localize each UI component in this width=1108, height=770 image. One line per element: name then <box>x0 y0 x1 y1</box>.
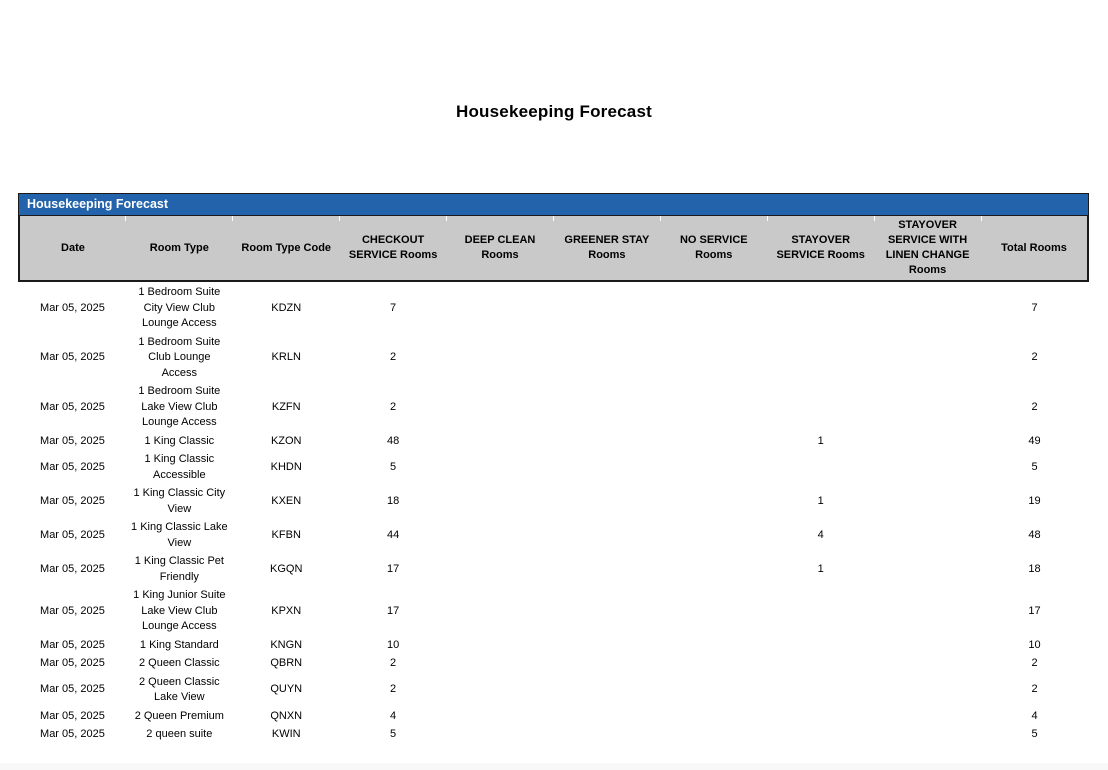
cell-checkout-service-rooms <box>340 673 447 707</box>
cell-value: 1 <box>817 562 824 575</box>
cell-stayover-service-rooms <box>767 451 874 485</box>
cell-value: 1 <box>817 494 824 507</box>
cell-stayover-service-rooms <box>767 726 874 745</box>
cell-checkout-service-rooms <box>340 636 447 655</box>
column-header-deep-clean-rooms <box>447 216 554 282</box>
cell-checkout-service-rooms <box>340 451 447 485</box>
cell-total-rooms <box>981 636 1088 655</box>
cell-date <box>19 726 126 745</box>
cell-value: 1 King Classic <box>144 434 215 447</box>
cell-checkout-service-rooms <box>340 485 447 519</box>
cell-value: QUYN <box>270 683 303 696</box>
cell-stayover-linen-change-rooms <box>874 333 981 383</box>
cell-value: 5 <box>390 728 397 740</box>
cell-greener-stay-rooms <box>553 636 660 655</box>
cell-checkout-service-rooms <box>340 281 447 333</box>
cell-value: 10 <box>1028 638 1041 651</box>
cell-stayover-linen-change-rooms <box>874 432 981 451</box>
cell-deep-clean-rooms <box>447 485 554 519</box>
cell-date <box>19 673 126 707</box>
cell-date <box>19 485 126 519</box>
table-row <box>19 333 1088 383</box>
cell-value: 1 King Classic Accessible <box>144 453 215 481</box>
cell-no-service-rooms <box>660 587 767 637</box>
table-row <box>19 519 1088 553</box>
table-row <box>19 726 1088 745</box>
cell-value: QBRN <box>270 657 303 669</box>
cell-room-type <box>126 333 233 383</box>
cell-room-type <box>126 451 233 485</box>
cell-value: 1 King Junior Suite Lake View Club Lounge Access <box>133 589 226 632</box>
cell-value: 1 <box>817 434 824 447</box>
cell-deep-clean-rooms <box>447 432 554 451</box>
table-row <box>19 451 1088 485</box>
cell-room-type-code <box>233 726 340 745</box>
cell-value: 4 <box>1031 709 1038 722</box>
cell-value: Mar 05, 2025 <box>40 400 105 413</box>
cell-value: 1 Bedroom Suite Club Lounge Access <box>138 335 221 379</box>
cell-value: 17 <box>1028 604 1041 617</box>
cell-stayover-linen-change-rooms <box>874 451 981 485</box>
cell-no-service-rooms <box>660 333 767 383</box>
cell-stayover-linen-change-rooms <box>874 485 981 519</box>
column-header-label: STAYOVER SERVICE WITH LINEN CHANGE Rooms <box>885 219 970 276</box>
cell-value: 2 <box>1031 657 1038 669</box>
column-header-checkout-service-rooms <box>340 216 447 282</box>
cell-value: Mar 05, 2025 <box>40 683 105 696</box>
table-row <box>19 673 1088 707</box>
cell-checkout-service-rooms <box>340 553 447 587</box>
column-header-no-service-rooms <box>660 216 767 282</box>
cell-value: 1 Bedroom Suite City View Club Lounge Access <box>138 286 221 329</box>
cell-date <box>19 451 126 485</box>
column-header-greener-stay-rooms <box>553 216 660 282</box>
cell-total-rooms <box>981 655 1088 674</box>
cell-value: Mar 05, 2025 <box>40 638 105 651</box>
cell-greener-stay-rooms <box>553 519 660 553</box>
column-header-label: GREENER STAY Rooms <box>564 234 650 261</box>
cell-value: 2 <box>390 351 397 363</box>
report-title: Housekeeping Forecast <box>27 197 169 211</box>
cell-room-type <box>126 636 233 655</box>
cell-value: KGQN <box>270 562 303 575</box>
cell-date <box>19 553 126 587</box>
cell-value: Mar 05, 2025 <box>40 528 105 541</box>
cell-value: 1 King Classic City View <box>133 487 226 515</box>
cell-room-type <box>126 432 233 451</box>
cell-stayover-service-rooms <box>767 636 874 655</box>
cell-value: KZFN <box>271 400 301 413</box>
cell-value: 2 queen suite <box>146 728 213 740</box>
cell-no-service-rooms <box>660 673 767 707</box>
cell-total-rooms <box>981 432 1088 451</box>
table-row <box>19 636 1088 655</box>
cell-value: 5 <box>1031 460 1038 473</box>
column-header-label: STAYOVER SERVICE Rooms <box>776 234 865 261</box>
cell-no-service-rooms <box>660 726 767 745</box>
cell-room-type <box>126 587 233 637</box>
cell-value: 18 <box>386 494 400 507</box>
cell-value: KWIN <box>271 728 301 740</box>
cell-greener-stay-rooms <box>553 673 660 707</box>
cell-value: Mar 05, 2025 <box>40 494 105 507</box>
cell-stayover-linen-change-rooms <box>874 673 981 707</box>
cell-greener-stay-rooms <box>553 281 660 333</box>
cell-checkout-service-rooms <box>340 432 447 451</box>
cell-greener-stay-rooms <box>553 432 660 451</box>
cell-greener-stay-rooms <box>553 485 660 519</box>
cell-greener-stay-rooms <box>553 383 660 433</box>
cell-deep-clean-rooms <box>447 451 554 485</box>
cell-room-type-code <box>233 485 340 519</box>
cell-room-type <box>126 553 233 587</box>
cell-stayover-service-rooms <box>767 281 874 333</box>
cell-value: 2 <box>1031 400 1038 413</box>
cell-value: 17 <box>386 604 400 617</box>
cell-deep-clean-rooms <box>447 726 554 745</box>
cell-date <box>19 587 126 637</box>
table-row <box>19 383 1088 433</box>
cell-deep-clean-rooms <box>447 587 554 637</box>
column-header-label: CHECKOUT SERVICE Rooms <box>348 234 438 261</box>
cell-checkout-service-rooms <box>340 587 447 637</box>
cell-room-type-code <box>233 587 340 637</box>
column-header-label: NO SERVICE Rooms <box>679 234 748 261</box>
cell-value: Mar 05, 2025 <box>40 604 105 617</box>
cell-date <box>19 281 126 333</box>
cell-greener-stay-rooms <box>553 451 660 485</box>
cell-total-rooms <box>981 519 1088 553</box>
column-header-room-type-code <box>233 216 340 282</box>
table-row <box>19 281 1088 333</box>
cell-value: Mar 05, 2025 <box>40 460 105 473</box>
cell-value: 49 <box>1028 434 1041 447</box>
cell-value: Mar 05, 2025 <box>40 351 105 363</box>
cell-value: 2 Queen Classic Lake View <box>138 675 220 703</box>
column-header-date <box>19 216 126 282</box>
cell-value: 19 <box>1028 494 1041 507</box>
cell-value: 2 <box>390 400 397 413</box>
cell-deep-clean-rooms <box>447 707 554 726</box>
cell-value: 2 <box>1031 683 1038 696</box>
column-header-label: Room Type <box>149 241 209 254</box>
cell-value: 4 <box>817 528 824 541</box>
cell-checkout-service-rooms <box>340 519 447 553</box>
cell-total-rooms <box>981 673 1088 707</box>
table-row <box>19 553 1088 587</box>
cell-total-rooms <box>981 587 1088 637</box>
cell-stayover-linen-change-rooms <box>874 636 981 655</box>
table-row <box>19 587 1088 637</box>
cell-stayover-service-rooms <box>767 553 874 587</box>
cell-no-service-rooms <box>660 655 767 674</box>
cell-greener-stay-rooms <box>553 553 660 587</box>
cell-room-type-code <box>233 673 340 707</box>
cell-stayover-service-rooms <box>767 333 874 383</box>
cell-deep-clean-rooms <box>447 281 554 333</box>
cell-no-service-rooms <box>660 485 767 519</box>
cell-checkout-service-rooms <box>340 383 447 433</box>
cell-total-rooms <box>981 707 1088 726</box>
cell-value: 2 Queen Classic <box>138 657 220 669</box>
cell-room-type-code <box>233 655 340 674</box>
cell-value: KZON <box>270 434 302 447</box>
column-header-room-type <box>126 216 233 282</box>
cell-total-rooms <box>981 383 1088 433</box>
cell-stayover-linen-change-rooms <box>874 726 981 745</box>
cell-value: 2 <box>390 657 397 669</box>
cell-deep-clean-rooms <box>447 383 554 433</box>
cell-room-type <box>126 519 233 553</box>
cell-deep-clean-rooms <box>447 519 554 553</box>
cell-room-type <box>126 726 233 745</box>
cell-value: 44 <box>386 528 400 541</box>
cell-value: 10 <box>386 638 400 651</box>
cell-deep-clean-rooms <box>447 673 554 707</box>
cell-checkout-service-rooms <box>340 707 447 726</box>
cell-no-service-rooms <box>660 432 767 451</box>
cell-room-type-code <box>233 281 340 333</box>
cell-stayover-linen-change-rooms <box>874 281 981 333</box>
report-title-bar <box>18 193 1089 215</box>
cell-room-type <box>126 707 233 726</box>
cell-value: KDZN <box>271 301 302 314</box>
cell-stayover-service-rooms <box>767 673 874 707</box>
cell-date <box>19 333 126 383</box>
cell-room-type-code <box>233 432 340 451</box>
cell-room-type <box>126 673 233 707</box>
page-bottom-strip <box>0 763 1108 770</box>
cell-value: 7 <box>390 301 397 314</box>
cell-value: 48 <box>386 434 400 447</box>
cell-value: 2 Queen Premium <box>134 709 224 722</box>
cell-room-type <box>126 383 233 433</box>
cell-value: Mar 05, 2025 <box>40 434 105 447</box>
cell-no-service-rooms <box>660 707 767 726</box>
cell-checkout-service-rooms <box>340 726 447 745</box>
cell-value: 2 <box>390 683 397 696</box>
table-header-row <box>19 216 1088 282</box>
cell-value: 4 <box>390 709 397 722</box>
cell-room-type-code <box>233 553 340 587</box>
column-header-label: DEEP CLEAN Rooms <box>464 234 536 261</box>
cell-stayover-linen-change-rooms <box>874 707 981 726</box>
cell-room-type-code <box>233 383 340 433</box>
cell-value: Mar 05, 2025 <box>40 657 105 669</box>
cell-value: KRLN <box>271 351 301 363</box>
column-header-total-rooms <box>981 216 1088 282</box>
column-header-stayover-service-rooms <box>767 216 874 282</box>
cell-date <box>19 655 126 674</box>
cell-value: 1 King Standard <box>139 638 219 651</box>
cell-deep-clean-rooms <box>447 553 554 587</box>
cell-room-type-code <box>233 707 340 726</box>
cell-no-service-rooms <box>660 383 767 433</box>
cell-room-type-code <box>233 333 340 383</box>
table-row <box>19 707 1088 726</box>
column-header-label: Total Rooms <box>1001 241 1067 254</box>
cell-room-type <box>126 281 233 333</box>
table-row <box>19 485 1088 519</box>
cell-stayover-linen-change-rooms <box>874 655 981 674</box>
cell-stayover-linen-change-rooms <box>874 553 981 587</box>
cell-value: Mar 05, 2025 <box>40 709 105 722</box>
cell-stayover-service-rooms <box>767 655 874 674</box>
cell-room-type-code <box>233 519 340 553</box>
cell-value: 1 King Classic Pet Friendly <box>134 555 224 583</box>
cell-checkout-service-rooms <box>340 333 447 383</box>
cell-value: KPXN <box>271 604 302 617</box>
cell-value: 18 <box>1028 562 1041 575</box>
cell-stayover-service-rooms <box>767 383 874 433</box>
cell-value: 5 <box>390 460 397 473</box>
cell-stayover-service-rooms <box>767 519 874 553</box>
cell-stayover-service-rooms <box>767 587 874 637</box>
cell-value: KNGN <box>270 638 303 651</box>
cell-room-type-code <box>233 636 340 655</box>
cell-greener-stay-rooms <box>553 655 660 674</box>
cell-total-rooms <box>981 485 1088 519</box>
cell-date <box>19 636 126 655</box>
cell-value: 48 <box>1028 528 1041 541</box>
cell-value: 1 King Classic Lake View <box>131 521 228 549</box>
cell-no-service-rooms <box>660 281 767 333</box>
cell-stayover-linen-change-rooms <box>874 519 981 553</box>
cell-stayover-service-rooms <box>767 707 874 726</box>
cell-no-service-rooms <box>660 451 767 485</box>
forecast-table <box>18 215 1089 744</box>
cell-date <box>19 707 126 726</box>
cell-value: 17 <box>386 562 400 575</box>
column-header-label: Room Type Code <box>241 241 332 254</box>
cell-value: KHDN <box>270 460 302 473</box>
table-row <box>19 432 1088 451</box>
cell-value: 2 <box>1031 351 1038 363</box>
cell-value: QNXN <box>270 709 303 722</box>
cell-value: Mar 05, 2025 <box>40 301 105 314</box>
cell-greener-stay-rooms <box>553 726 660 745</box>
cell-greener-stay-rooms <box>553 333 660 383</box>
column-header-stayover-linen-change-rooms <box>874 216 981 282</box>
cell-greener-stay-rooms <box>553 587 660 637</box>
cell-value: 7 <box>1031 301 1038 314</box>
cell-value: Mar 05, 2025 <box>40 728 105 740</box>
cell-no-service-rooms <box>660 519 767 553</box>
cell-room-type <box>126 485 233 519</box>
cell-value: Mar 05, 2025 <box>40 562 105 575</box>
table-row <box>19 655 1088 674</box>
cell-total-rooms <box>981 333 1088 383</box>
page-title: Housekeeping Forecast <box>456 102 652 121</box>
cell-value: 1 Bedroom Suite Lake View Club Lounge Access <box>138 385 221 428</box>
cell-date <box>19 383 126 433</box>
cell-stayover-linen-change-rooms <box>874 383 981 433</box>
cell-room-type-code <box>233 451 340 485</box>
cell-room-type <box>126 655 233 674</box>
cell-deep-clean-rooms <box>447 333 554 383</box>
cell-stayover-service-rooms <box>767 485 874 519</box>
cell-stayover-service-rooms <box>767 432 874 451</box>
housekeeping-forecast-report <box>18 193 1089 744</box>
cell-deep-clean-rooms <box>447 636 554 655</box>
cell-no-service-rooms <box>660 636 767 655</box>
cell-value: KFBN <box>271 528 301 541</box>
cell-greener-stay-rooms <box>553 707 660 726</box>
cell-checkout-service-rooms <box>340 655 447 674</box>
cell-total-rooms <box>981 726 1088 745</box>
cell-total-rooms <box>981 451 1088 485</box>
cell-value: KXEN <box>271 494 302 507</box>
cell-date <box>19 519 126 553</box>
cell-value: 5 <box>1031 728 1038 740</box>
cell-stayover-linen-change-rooms <box>874 587 981 637</box>
cell-total-rooms <box>981 281 1088 333</box>
cell-total-rooms <box>981 553 1088 587</box>
column-header-label: Date <box>61 241 85 254</box>
cell-no-service-rooms <box>660 553 767 587</box>
cell-deep-clean-rooms <box>447 655 554 674</box>
cell-date <box>19 432 126 451</box>
